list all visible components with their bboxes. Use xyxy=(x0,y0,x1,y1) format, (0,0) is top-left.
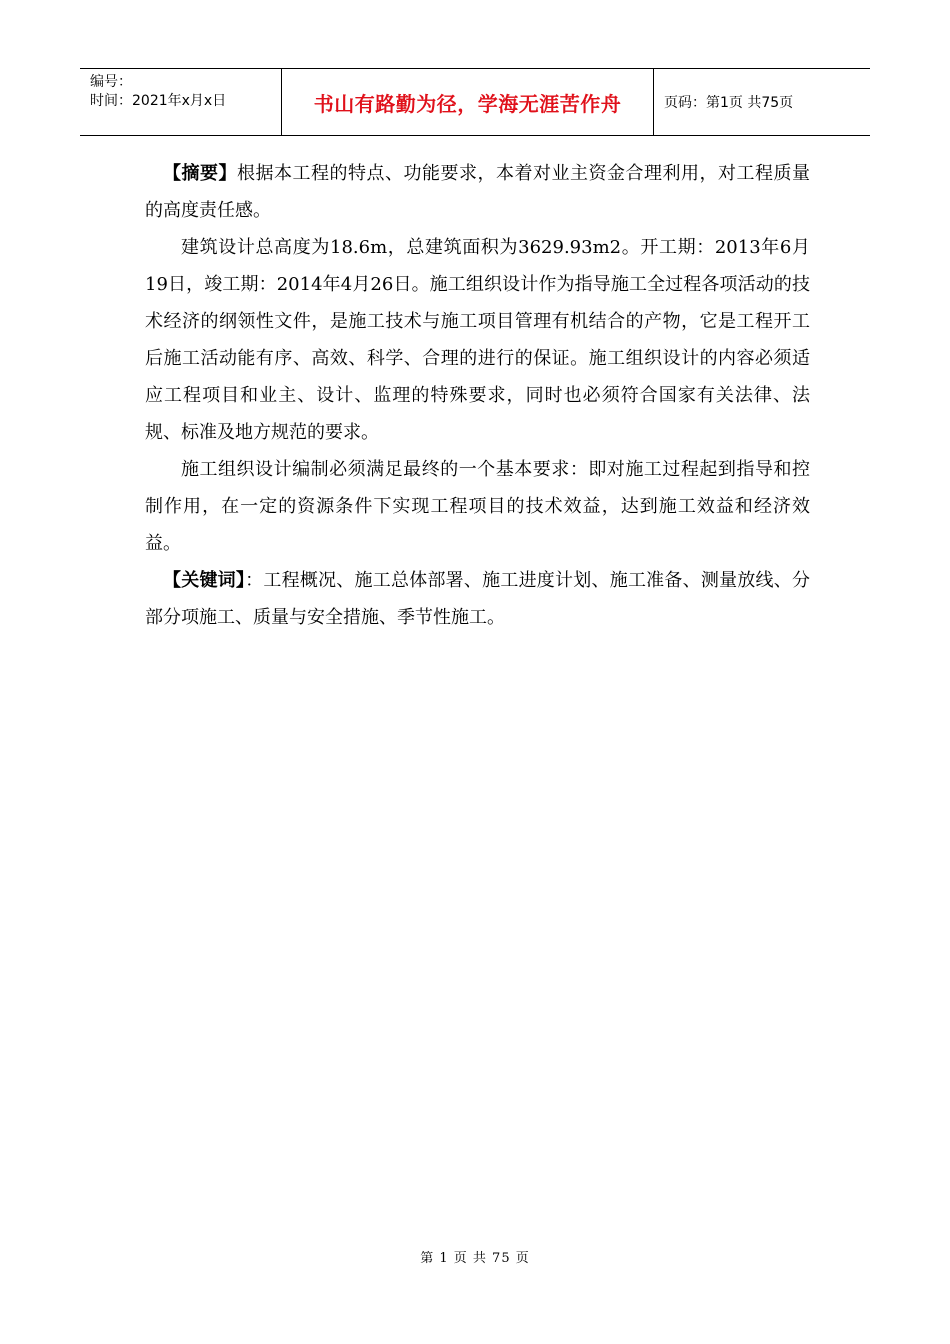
header-motto: 书山有路勤为径，学海无涯苦作舟 xyxy=(282,69,654,135)
abstract-text: 根据本工程的特点、功能要求，本着对业主资金合理利用，对工程质量的高度责任感。 xyxy=(145,163,810,221)
keywords-text: ：工程概况、施工总体部署、施工进度计划、施工准备、测量放线、分部分项施工、质量与安全措施、季节性施工。 xyxy=(145,570,811,628)
design-paragraph: 建筑设计总高度为18.6m，总建筑面积为3629.93m2。开工期：2013年6月19日，竣工期：2014年4月26日。施工组织设计作为指导施工全过程各项活动的技术经济的纲领性文件，是施工技术与施工项目管理有机结合的产物，它是工程开工后施工活动能有序、高效、科学、合理的进行的保证。施工组织设计的内容必须适应工程项目和业主、设计、监理的特殊要求，同时也必须符合国家有关法律、法规、标准及地方规范的要求。 xyxy=(145,237,810,443)
header-meta xyxy=(80,69,282,135)
keywords-paragraph xyxy=(145,562,810,636)
abstract-tag: 【摘要】 xyxy=(163,163,237,184)
requirement-paragraph: 施工组织设计编制必须满足最终的一个基本要求：即对施工过程起到指导和控制作用，在一定的资源条件下实现工程项目的技术效益，达到施工效益和经济效益。 xyxy=(145,459,810,554)
header-page-info: 页码：第1页 共75页 xyxy=(664,95,794,111)
page-footer: 第 1 页 共 75 页 xyxy=(420,1251,530,1266)
keywords-tag: 【关键词】 xyxy=(163,570,246,591)
date-label: 时间：2021年x月x日 xyxy=(90,93,227,109)
abstract-paragraph xyxy=(145,155,810,229)
number-label: 编号： xyxy=(90,74,132,90)
page-header xyxy=(80,68,870,136)
document-body xyxy=(145,155,810,636)
